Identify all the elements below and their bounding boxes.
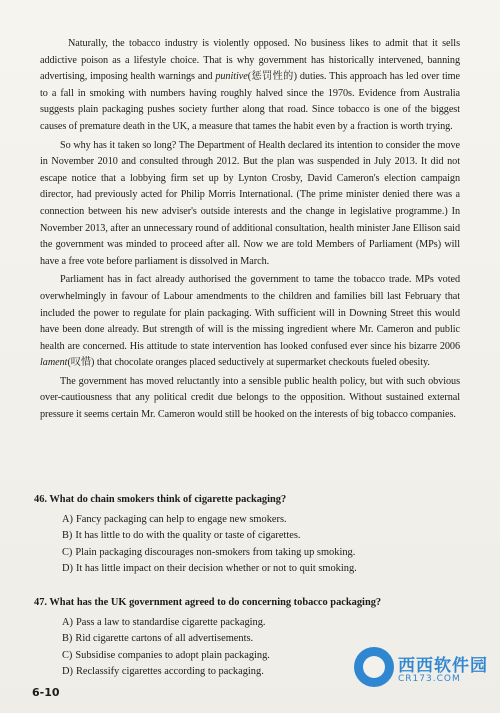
page-number: 6-10 <box>32 686 60 699</box>
vocab-gloss-lament: (叹惜) <box>67 357 95 369</box>
option-text: Reclassify cigarettes according to packaging. <box>75 666 264 678</box>
option-letter: B) <box>62 530 73 542</box>
option-letter: A) <box>62 616 73 628</box>
option-text: Rid cigarette cartons of all advertisements. <box>75 633 254 645</box>
vocab-word-lament: lament <box>40 357 68 369</box>
vocab-word-punitive: punitive <box>215 71 248 83</box>
paragraph-1-text-b: duties. This approach has led over time to a fall in smoking with numbers having roughly halved since the 1970s. Evidence from Australia suggests plain packaging pushes society further along that road. Since tobacco is one of the biggest causes of premature death in the UK, a measure that tames the habit even by a fraction is worth trying. <box>40 71 460 132</box>
option-text: Pass a law to standardise cigarette packaging. <box>75 616 266 628</box>
passage-paragraph-4: The government has moved reluctantly into a sensible public health policy, but with such obvious over-cautiousness that any political credit due belongs to the opposition. Without sustained external pressure it seems certain Mr. Cameron would still be hooked on the interests of big tobacco companies. <box>40 375 460 421</box>
paragraph-1-text-a: Naturally, the tobacco industry is violently opposed. No business likes to admit that it sells addictive poison as a lifestyle choice. That is why government has historically intervened, banning advertising, imposing health warnings and <box>40 38 460 83</box>
answer-option-d[interactable] <box>62 561 464 578</box>
question-stem: 47. What has the UK government agreed to do concerning tobacco packaging? <box>34 596 382 608</box>
paragraph-3-text-b: that chocolate oranges placed seductively at supermarket checkouts fueled obesity. <box>94 357 430 369</box>
paragraph-3-text-a: Parliament has in fact already authorised the government to tame the tobacco trade. MPs voted overwhelmingly in favour of Labour amendments to the children and families bill last February that included the power to regulate for plain packaging. With sufficient will in Downing Street this would have been done already. But strength of will is the missing ingredient where Mr. Cameron and public health are concerned. His attitude to state intervention has looked confused ever since his bizarre 2006 <box>40 274 460 352</box>
question-stem: 46. What do chain smokers think of cigarette packaging? <box>34 494 287 505</box>
watermark-logo-icon <box>354 647 394 687</box>
watermark-brand: 西西软件园 <box>398 655 488 676</box>
question-46 <box>34 492 464 578</box>
answer-option-b[interactable] <box>62 631 464 648</box>
option-letter: B) <box>62 633 73 645</box>
answer-option-c[interactable] <box>62 545 464 562</box>
answer-option-b[interactable] <box>62 528 464 545</box>
passage-paragraph-3 <box>40 272 460 372</box>
passage-paragraph-2: So why has it taken so long? The Department of Health declared its intention to consider the move in November 2010 and consulted through 2012. But the plan was suspended in July 2013. It did not escape notice that a lobbying firm set up by Lynton Crosby, David Cameron's election campaign director, had previously acted for Philip Morris International. (The prime minister denied there was a connection between his new adviser's outside interests and the change in legislative programme.) In November 2013, after an unnecessary round of additional consultation, health minister Jane Ellison said the government was minded to proceed after all. Now we are told Members of Parliament (MPs) will have a free vote before parliament is dissolved in March. <box>40 139 460 267</box>
option-letter: A) <box>62 513 73 525</box>
watermark-text <box>398 651 488 684</box>
option-letter: C) <box>62 649 73 661</box>
reading-passage <box>40 36 460 426</box>
watermark-url: CR173.COM <box>398 673 461 684</box>
answer-option-a[interactable] <box>62 615 464 632</box>
option-letter: D) <box>62 666 73 678</box>
watermark <box>354 647 488 687</box>
option-text: It has little impact on their decision whether or not to quit smoking. <box>75 563 357 575</box>
option-letter: D) <box>62 563 73 575</box>
option-text: It has little to do with the quality or taste of cigarettes. <box>75 530 301 542</box>
passage-paragraph-1 <box>40 36 460 136</box>
answer-option-a[interactable] <box>62 512 464 529</box>
option-text: Subsidise companies to adopt plain packaging. <box>75 649 270 661</box>
option-text: Fancy packaging can help to engage new smokers. <box>75 513 287 525</box>
vocab-gloss-punitive: (惩罚性的) <box>247 71 297 83</box>
option-text: Plain packaging discourages non-smokers from taking up smoking. <box>75 546 356 558</box>
option-letter: C) <box>62 546 73 558</box>
